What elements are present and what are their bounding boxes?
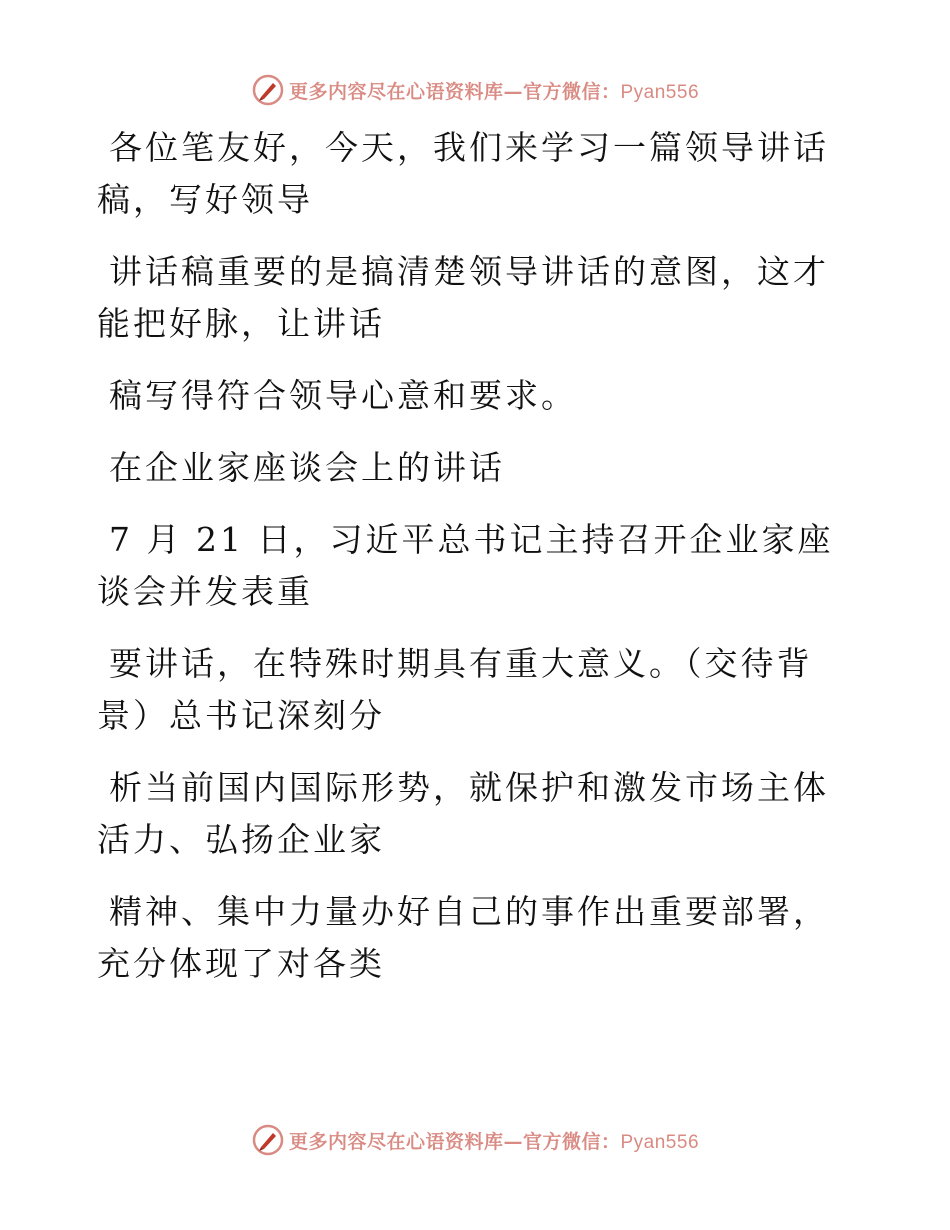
watermark-text-cn: 更多内容尽在心语资料库—官方微信： [288, 1130, 621, 1153]
watermark-text-cn: 更多内容尽在心语资料库—官方微信： [288, 80, 621, 103]
paragraph-heading: 在企业家座谈会上的讲话 [109, 448, 505, 487]
watermark-text [289, 77, 699, 104]
document-body [97, 122, 837, 1010]
paragraph-3: 稿写得符合领导心意和要求。 [109, 376, 577, 415]
footer-watermark [0, 1120, 950, 1160]
pen-circle-logo-icon [251, 73, 285, 107]
pen-circle-logo-icon [251, 1123, 285, 1157]
watermark-text [289, 1127, 699, 1154]
paragraph-6: 要讲话，在特殊时期具有重大意义。（交待背景）总书记深刻分 [97, 644, 813, 735]
watermark-wechat-id: Pyan556 [620, 1131, 700, 1153]
paragraph-1: 各位笔友好，今天，我们来学习一篇领导讲话稿，写好领导 [97, 128, 829, 219]
paragraph-2: 讲话稿重要的是搞清楚领导讲话的意图，这才能把好脉，让讲话 [97, 252, 829, 343]
watermark-wechat-id: Pyan556 [620, 81, 700, 103]
paragraph-7: 析当前国内国际形势，就保护和激发市场主体活力、弘扬企业家 [97, 768, 829, 859]
paragraph-5: 7 月 21 日，习近平总书记主持召开企业家座谈会并发表重 [97, 520, 834, 611]
header-watermark [0, 70, 950, 110]
paragraph-8: 精神、集中力量办好自己的事作出重要部署，充分体现了对各类 [97, 892, 829, 983]
